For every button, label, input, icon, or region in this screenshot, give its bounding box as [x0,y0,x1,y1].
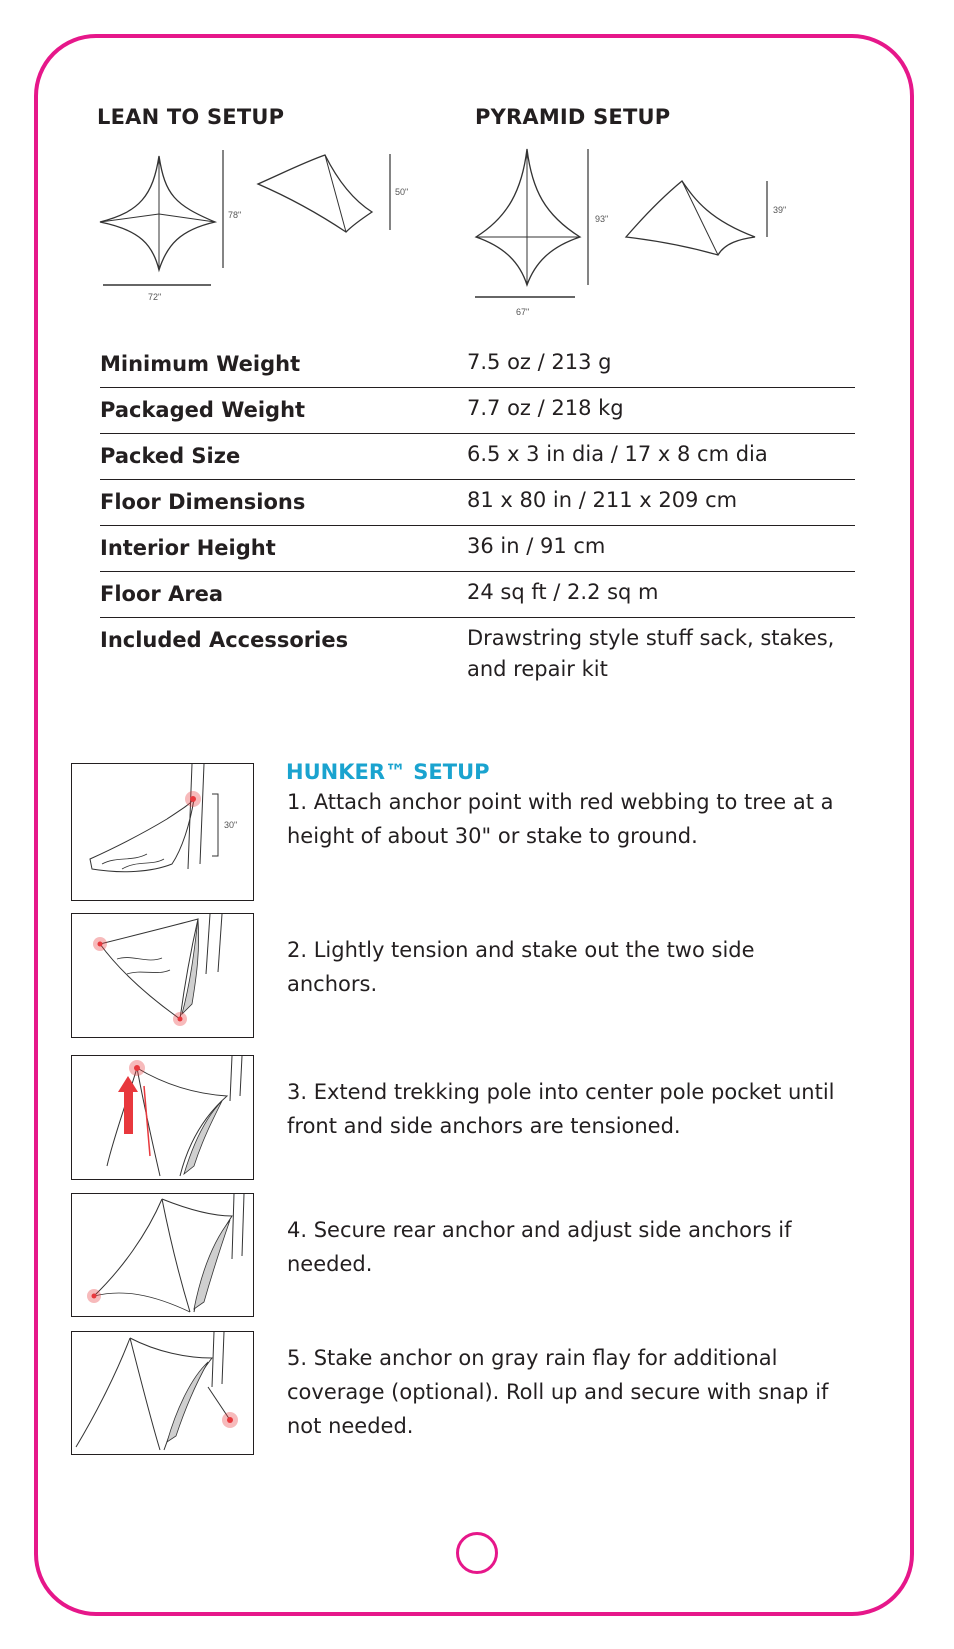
step-3-illustration [71,1055,254,1180]
step-2-text: 2. Lightly tension and stake out the two side anchors. [287,938,755,996]
spec-value: 36 in / 91 cm [467,534,606,558]
lean-to-side-height-label: 50" [395,187,409,197]
lean-to-side-diagram [250,150,425,240]
spec-row-minimum-weight [100,342,855,388]
step-1-illustration [71,763,254,901]
spec-row-floor-dimensions [100,480,855,526]
lean-to-height-label: 78" [228,210,242,220]
spec-label: Included Accessories [100,628,349,652]
spec-label: Minimum Weight [100,352,301,376]
pyramid-front-diagram [470,145,640,325]
step-4-illustration [71,1193,254,1317]
spec-value: 24 sq ft / 2.2 sq m [467,580,659,604]
spec-row-floor-area [100,572,855,618]
spec-value: 7.7 oz / 218 kg [467,396,624,420]
spec-value: Drawstring style stuff sack, stakes, and repair kit [467,626,835,681]
spec-row-packaged-weight [100,388,855,434]
page-marker-circle [456,1532,498,1574]
pyramid-side-diagram [620,175,810,260]
lean-to-width-label: 72" [148,292,162,302]
step-1-text: 1. Attach anchor point with red webbing to tree at a height of about 30" or stake to ground. [287,790,834,848]
pyramid-height-label: 93" [595,214,609,224]
hunker-title: HUNKER™ SETUP [286,760,490,784]
step-3-text: 3. Extend trekking pole into center pole pocket until front and side anchors are tensioned. [287,1080,835,1138]
lean-to-front-diagram [95,150,265,310]
spec-table [100,342,855,682]
pyramid-width-label: 67" [516,307,530,317]
spec-label: Packed Size [100,444,241,468]
step-2-illustration [71,913,254,1038]
step-5-text: 5. Stake anchor on gray rain flay for additional coverage (optional). Roll up and secure with snap if not needed. [287,1346,829,1438]
step-5-illustration [71,1331,254,1455]
spec-row-packed-size [100,434,855,480]
pyramid-title: PYRAMID SETUP [475,105,671,129]
spec-label: Interior Height [100,536,276,560]
spec-row-interior-height [100,526,855,572]
lean-to-title: LEAN TO SETUP [97,105,285,129]
spec-row-included-accessories [100,618,855,682]
spec-value: 81 x 80 in / 211 x 209 cm [467,488,738,512]
step-1-height-label: 30" [224,820,238,830]
step-4-text: 4. Secure rear anchor and adjust side anchors if needed. [287,1218,792,1276]
spec-label: Packaged Weight [100,398,306,422]
pyramid-side-height-label: 39" [773,205,787,215]
spec-value: 7.5 oz / 213 g [467,350,612,374]
spec-label: Floor Area [100,582,224,606]
spec-value: 6.5 x 3 in dia / 17 x 8 cm dia [467,442,768,466]
spec-label: Floor Dimensions [100,490,306,514]
